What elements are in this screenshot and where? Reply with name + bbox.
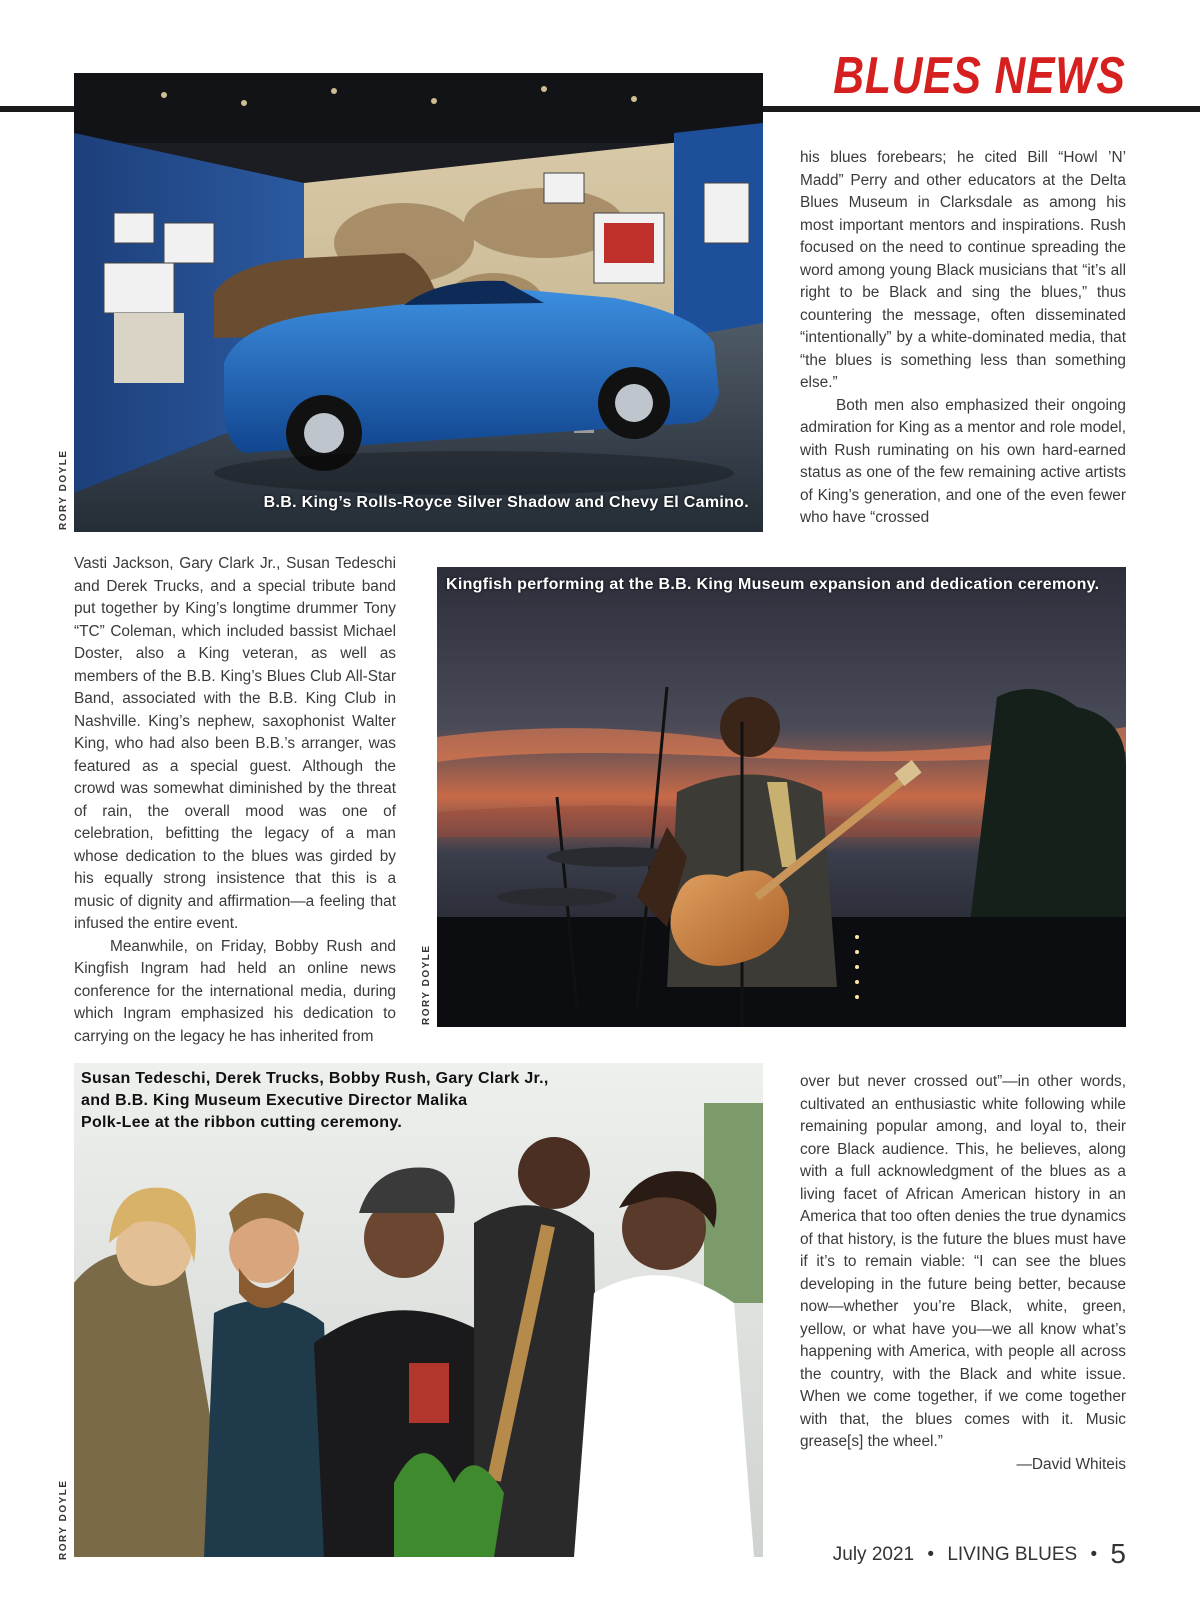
publication-name: LIVING BLUES: [947, 1544, 1078, 1565]
page-number: 5: [1110, 1538, 1126, 1569]
photo-credit: RORY DOYLE: [58, 449, 69, 530]
ribbon-photo: [74, 1063, 763, 1557]
photo-credit: RORY DOYLE: [58, 1479, 69, 1560]
article-paragraph: Meanwhile, on Friday, Bobby Rush and Kingfish Ingram had held an online news conference for the international media, during which Ingram emphasized his dedication to carrying on the legacy he has inherited from: [74, 937, 396, 1045]
article-paragraph: over but never crossed out”—in other words, cultivated an enthusiastic white following while remaining popular among, and loyal to, their core Black audience. This, he believes, along with a full acknowledgment of the blues as a living facet of African American history in an America that too often denies the true dynamics of that history, is the future the blues must have if it’s to remain viable: “I can see the blues developing in the future being better, because now—whether you’re Black, white, green, yellow, or what have you—we all know what’s happening with America, with people all across the country, with the Black and white issue. When we come together, if we come together with that, the blues comes with it. Music grease[s] the wheel.”: [800, 1073, 1126, 1450]
ribbon-caption-line: Polk-Lee at the ribbon cutting ceremony.: [81, 1114, 403, 1131]
ribbon-caption-line: Susan Tedeschi, Derek Trucks, Bobby Rush, Gary Clark Jr.,: [81, 1070, 549, 1087]
ribbon-caption-line: and B.B. King Museum Executive Director Malika: [81, 1092, 468, 1109]
issue-date: July 2021: [832, 1544, 915, 1565]
kingfish-photo-illustration: [437, 567, 1126, 1027]
article-paragraph: Both men also emphasized their ongoing admiration for King as a mentor and role model, with Rush ruminating on his own hard-earned status as one of the few remaining active artists of King’s generation, and one of the even fewer who have “crossed: [800, 396, 1126, 526]
article-column-top-right: [800, 147, 1126, 530]
kingfish-photo-caption: Kingfish performing at the B.B. King Museum expansion and dedication ceremony.: [446, 576, 1100, 593]
page-footer: [833, 1538, 1126, 1570]
separator-bullet: •: [927, 1544, 935, 1565]
museum-photo-caption: B.B. King’s Rolls-Royce Silver Shadow and Chevy El Camino.: [263, 494, 749, 511]
article-column-bottom-right: [800, 1071, 1126, 1476]
separator-bullet: •: [1090, 1544, 1098, 1565]
article-paragraph: his blues forebears; he cited Bill “Howl ’N’ Madd” Perry and other educators at the Delta Blues Museum in Clarksdale as among his most important mentors and inspirations. Rush focused on the need to continue spreading the word among young Black musicians that “it’s all right to be Black and sing the blues,” thus countering the message, often disseminated “intentionally” by a white-dominated media, that “the blues is something less than something else.”: [800, 149, 1126, 391]
museum-photo-illustration: [74, 73, 763, 532]
article-column-middle-left: [74, 553, 396, 1048]
ribbon-photo-caption: [81, 1068, 549, 1134]
museum-photo: [74, 73, 763, 532]
ribbon-photo-illustration: [74, 1063, 763, 1557]
section-title: BLUES NEWS: [833, 47, 1126, 105]
photo-credit: RORY DOYLE: [421, 944, 432, 1025]
author-signature: —David Whiteis: [1016, 1455, 1126, 1473]
kingfish-photo: [437, 567, 1126, 1027]
article-paragraph: Vasti Jackson, Gary Clark Jr., Susan Tedeschi and Derek Trucks, and a special tribute band put together by King’s longtime drummer Tony “TC” Coleman, which included bassist Michael Doster, also a King veteran, as well as members of the B.B. King’s Blues Club All-Star Band, associated with the B.B. King Club in Nashville. King’s nephew, saxophonist Walter King, who had also been B.B.’s arranger, was featured as a special guest. Although the crowd was somewhat diminished by the threat of rain, the overall mood was one of celebration, befitting the legacy of a man whose dedication to the blues was girded by his equally strong insistence that this is a music of dignity and affirmation—a feeling that infused the entire event.: [74, 555, 396, 932]
